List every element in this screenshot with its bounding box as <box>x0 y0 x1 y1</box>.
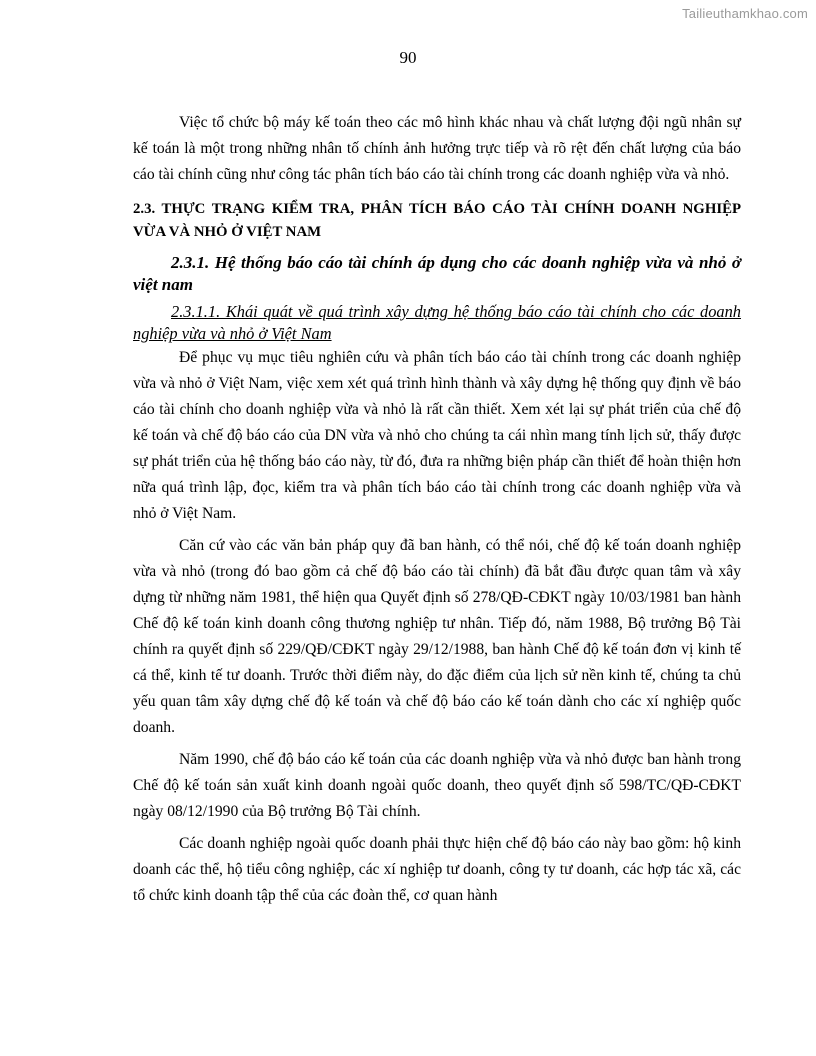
subsection-heading: 2.3.1. Hệ thống báo cáo tài chính áp dụng cho các doanh nghiệp vừa và nhỏ ở việt nam <box>133 253 741 294</box>
section-heading: 2.3. THỰC TRẠNG KIỂM TRA, PHÂN TÍCH BÁO CÁO TÀI CHÍNH DOANH NGHIỆP VỪA VÀ NHỎ Ở VIỆT NAM <box>133 201 741 240</box>
subsubsection-heading: 2.3.1.1. Khái quát về quá trình xây dựng hệ thống báo cáo tài chính cho các doanh nghiệp vừa và nhỏ ở Việt Nam <box>133 302 741 343</box>
watermark-text: Tailieuthamkhao.com <box>682 6 808 21</box>
paragraph-history: Căn cứ vào các văn bản pháp quy đã ban hành, có thể nói, chế độ kế toán doanh nghiệp vừa và nhỏ (trong đó bao gồm cả chế độ báo cáo tài chính) đã bắt đầu được quan tâm và xây dựng từ những năm 1981, thể hiện qua Quyết định số 278/QĐ-CĐKT ngày 10/03/1981 ban hành Chế độ kế toán kinh doanh công thương nghiệp tư nhân. Tiếp đó, năm 1988, Bộ trưởng Bộ Tài chính ra quyết định số 229/QĐ/CĐKT ngày 29/12/1988, ban hành Chế độ kế toán đơn vị kinh tế cá thể, kinh tế tư doanh. Trước thời điểm này, do đặc điểm của lịch sử nền kinh tế, chúng ta chủ yếu quan tâm xây dựng chế độ kế toán và chế độ báo cáo kế toán dành cho các xí nghiệp quốc doanh. <box>133 537 741 736</box>
paragraph-overview: Để phục vụ mục tiêu nghiên cứu và phân tích báo cáo tài chính trong các doanh nghiệp vừa và nhỏ ở Việt Nam, việc xem xét quá trình hình thành và xây dựng hệ thống quy định về báo cáo tài chính cho doanh nghiệp vừa và nhỏ là rất cần thiết. Xem xét lại sự phát triển của chế độ kế toán và chế độ báo cáo của DN vừa và nhỏ cho chúng ta cái nhìn mang tính lịch sử, thấy được sự phát triển của hệ thống báo cáo này, từ đó, đưa ra những biện pháp cần thiết để hoàn thiện hơn nữa quá trình lập, đọc, kiểm tra và phân tích báo cáo tài chính trong các doanh nghiệp vừa và nhỏ ở Việt Nam. <box>133 349 741 522</box>
paragraph-scope: Các doanh nghiệp ngoài quốc doanh phải thực hiện chế độ báo cáo này bao gồm: hộ kinh doanh các thể, hộ tiểu công nghiệp, các xí nghiệp tư doanh, công ty tư doanh, các hợp tác xã, các tổ chức kinh doanh tập thể của các đoàn thể, cơ quan hành <box>133 835 741 904</box>
paragraph-intro: Việc tổ chức bộ máy kế toán theo các mô hình khác nhau và chất lượng đội ngũ nhân sự kế toán là một trong những nhân tố chính ảnh hưởng trực tiếp và rõ rệt đến chất lượng của báo cáo tài chính cũng như công tác phân tích báo cáo tài chính trong các doanh nghiệp vừa và nhỏ. <box>133 114 741 183</box>
document-body <box>133 110 741 909</box>
paragraph-1990: Năm 1990, chế độ báo cáo kế toán của các doanh nghiệp vừa và nhỏ được ban hành trong Chế độ kế toán sản xuất kinh doanh ngoài quốc doanh, theo quyết định số 598/TC/QĐ-CĐKT ngày 08/12/1990 của Bộ trưởng Bộ Tài chính. <box>133 751 741 820</box>
page-number: 90 <box>399 48 417 67</box>
